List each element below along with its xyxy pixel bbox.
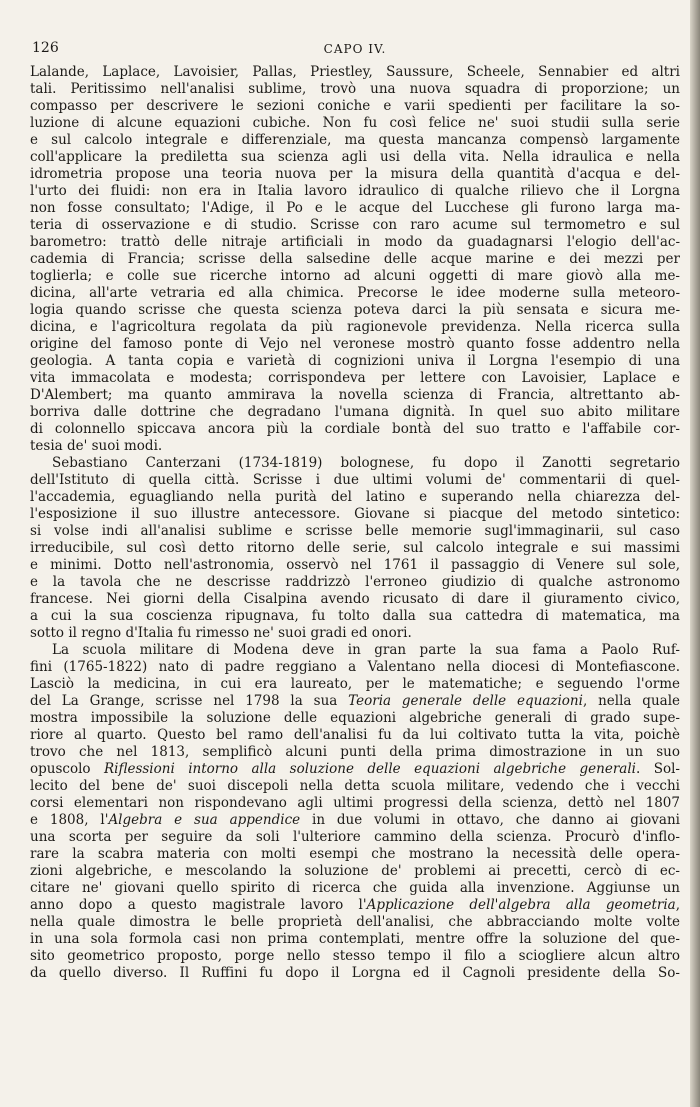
text-line: mostra impossibile la soluzione delle equazioni algebriche generali di grado supe- bbox=[30, 710, 680, 726]
text-line: da quello diverso. Il Ruffini fu dopo il Lorgna ed il Cagnoli presidente della So- bbox=[30, 965, 680, 981]
text-line: zioni algebriche, e mescolando la soluzione de' problemi ai precetti, cercò di ec- bbox=[30, 863, 680, 879]
text-line: e la tavola che ne descrisse raddrizzò l'erroneo giudizio di qualche astronomo bbox=[30, 574, 680, 590]
text-line: riore al quarto. Questo bel ramo dell'analisi fu da lui coltivato tutta la vita, poichè bbox=[30, 727, 680, 743]
text-line: coll'applicare la prediletta sua scienza agli usi della vita. Nella idraulica e nella bbox=[30, 149, 680, 165]
text-line: e minimi. Dotto nell'astronomia, osservò nel 1761 il passaggio di Venere sul sole, bbox=[30, 557, 680, 573]
text-line: e sul calcolo integrale e differenziale, ma questa mancanza compensò largamente bbox=[30, 132, 680, 148]
page-edge-shadow bbox=[690, 0, 700, 1107]
text-line: cademia di Francia; scrisse della salsedine delle acque marine e dei mezzi per bbox=[30, 251, 680, 267]
text-line: l'urto dei fluidi: non era in Italia lavoro idraulico di qualche rilievo che il Lorgna bbox=[30, 183, 680, 199]
text-line: in una sola formola casi non prima contemplati, mentre offre la soluzione del que- bbox=[30, 931, 680, 947]
text-line: fini (1765-1822) nato di padre reggiano a Valentano nella diocesi di Montefiascone. bbox=[30, 659, 680, 675]
text-line: e 1808, l'Algebra e sua appendice in due volumi in ottavo, che danno ai giovani bbox=[30, 812, 680, 828]
text-line: corsi elementari non rispondevano agli ultimi progressi della scienza, dettò nel 1807 bbox=[30, 795, 680, 811]
text-line: l'accademia, eguagliando nella purità del latino e superando nella chiarezza del- bbox=[30, 489, 680, 505]
page-number: 126 bbox=[32, 40, 59, 56]
text-line: non fosse consultato; l'Adige, il Po e le acque del Lucchese gli furono larga ma- bbox=[30, 200, 680, 216]
text-line: nella quale dimostra le belle proprietà dell'analisi, che abbracciando molte volte bbox=[30, 914, 680, 930]
text-line: vita immacolata e modesta; corrispondeva per lettere con Lavoisier, Laplace e bbox=[30, 370, 680, 386]
book-page bbox=[30, 40, 680, 982]
text-line: dicina, e l'agricoltura regolata da più ragionevole previdenza. Nella ricerca sulla bbox=[30, 319, 680, 335]
text-line: lecito del bene de' suoi discepoli nella detta scuola militare, vedendo che i vecchi bbox=[30, 778, 680, 794]
text-line: luzione di alcune equazioni cubiche. Non fu così felice ne' suoi studii sulla serie bbox=[30, 115, 680, 131]
text-line: si volse indi all'analisi sublime e scrisse belle memorie sugl'immaginarii, sul caso bbox=[30, 523, 680, 539]
text-line: anno dopo a questo magistrale lavoro l'Applicazione dell'algebra alla geometria, bbox=[30, 897, 680, 913]
running-title: CAPO IV. bbox=[323, 42, 387, 56]
text-line: una scorta per seguire da soli l'ulteriore cammino della scienza. Procurò d'inflo- bbox=[30, 829, 680, 845]
text-line: geologia. A tanta copia e varietà di cognizioni univa il Lorgna l'esempio di una bbox=[30, 353, 680, 369]
body-text bbox=[30, 64, 680, 982]
page-header bbox=[30, 40, 680, 60]
text-line: barometro: trattò delle nitraje artificiali in modo da guadagnarsi l'elogio dell'ac- bbox=[30, 234, 680, 250]
text-line: sotto il regno d'Italia fu rimesso ne' suoi gradi ed onori. bbox=[30, 625, 412, 641]
text-line: Lasciò la medicina, in cui era laureato, per le matematiche; e seguendo l'orme bbox=[30, 676, 680, 692]
text-line: del La Grange, scrisse nel 1798 la sua Teoria generale delle equazioni, nella quale bbox=[30, 693, 680, 709]
text-line: logia quando scrisse che questa scienza poteva darci la più sensata e sicura me- bbox=[30, 302, 680, 318]
text-line: borriva dalle dottrine che degradano l'umana dignità. In quel suo abito militare bbox=[30, 404, 680, 420]
text-line: Lalande, Laplace, Lavoisier, Pallas, Priestley, Saussure, Scheele, Sennabier ed altri bbox=[30, 64, 680, 80]
text-line: La scuola militare di Modena deve in gran parte la sua fama a Paolo Ruf- bbox=[52, 642, 680, 658]
text-line: di colonnello spiccava ancora più la cordiale bontà del suo tratto e l'affabile cor- bbox=[30, 421, 680, 437]
text-line: origine del famoso ponte di Vejo nel veronese mostrò quanto fosse addentro nella bbox=[30, 336, 680, 352]
text-line: francese. Nei giorni della Cisalpina avendo ricusato di dare il giuramento civico, bbox=[30, 591, 680, 607]
text-line: idrometria propose una teoria nuova per la misura della quantità d'acqua e del- bbox=[30, 166, 680, 182]
text-line: trovo che nel 1813, semplificò alcuni punti della prima dimostrazione in un suo bbox=[30, 744, 680, 760]
text-line: opuscolo Riflessioni intorno alla soluzione delle equazioni algebriche generali. Sol- bbox=[30, 761, 680, 777]
text-line: toglierla; e colle sue ricerche intorno ad alcuni oggetti di mare giovò alla me- bbox=[30, 268, 680, 284]
text-line: compasso per descrivere le sezioni coniche e varii spedienti per facilitare la so- bbox=[30, 98, 680, 114]
text-line: tesia de' suoi modi. bbox=[30, 438, 163, 454]
text-line: l'esposizione il suo illustre antecessore. Giovane si piacque del metodo sintetico: bbox=[30, 506, 680, 522]
text-line: teria di osservazione e di studio. Scrisse con raro acume sul termometro e sul bbox=[30, 217, 680, 233]
text-line: irreducibile, sul così detto ritorno delle serie, sul calcolo integrale e sui massimi bbox=[30, 540, 680, 556]
text-line: D'Alembert; ma quanto ammirava la novella scienza di Francia, altrettanto ab- bbox=[30, 387, 680, 403]
text-line: citare ne' giovani quello spirito di ricerca che guida alla invenzione. Aggiunse un bbox=[30, 880, 680, 896]
text-line: dicina, all'arte vetraria ed alla chimica. Precorse le idee moderne sulla meteoro- bbox=[30, 285, 680, 301]
text-line: Sebastiano Canterzani (1734-1819) bolognese, fu dopo il Zanotti segretario bbox=[52, 455, 680, 471]
text-line: a cui la sua coscienza ripugnava, fu tolto dalla sua cattedra di matematica, ma bbox=[30, 608, 680, 624]
text-line: dell'Istituto di quella città. Scrisse i due ultimi volumi de' commentarii di quel- bbox=[30, 472, 680, 488]
text-line: rare la scabra materia con molti esempi che mostrano la necessità delle opera- bbox=[30, 846, 680, 862]
text-line: sito geometrico proposto, porge nello stesso tempo il filo a sciogliere alcun altro bbox=[30, 948, 680, 964]
text-line: tali. Peritissimo nell'analisi sublime, trovò una nuova squadra di proporzione; un bbox=[30, 81, 680, 97]
